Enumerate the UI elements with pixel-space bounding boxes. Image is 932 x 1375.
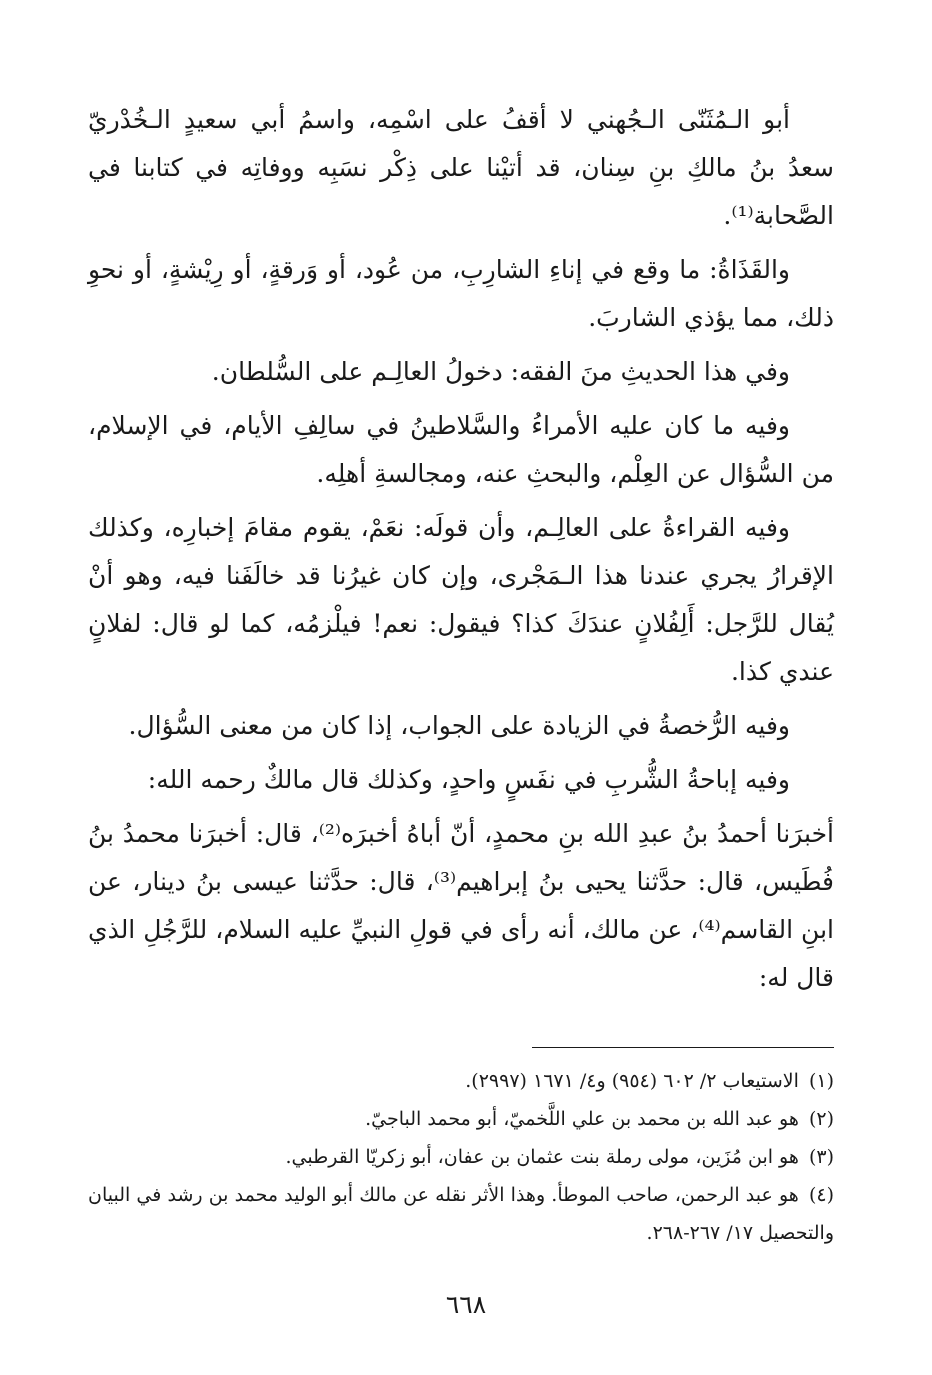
- paragraph: أخبرَنا أحمدُ بنُ عبدِ الله بنِ محمدٍ، أنّ أباهُ أخبرَه⁽²⁾، قال: أخبرَنا محمدُ بنُ فُطَيس، قال: حدَّثنا يحيى بنُ إبراهيم⁽³⁾، قال: حدَّثنا عيسى بنُ دينار، عن ابنِ القاسم⁽⁴⁾، عن مالك، أنه رأى في قولِ النبيِّ عليه السلام، للرَّجُلِ الذي قال له:: [88, 819, 834, 992]
- footnotes: [88, 1062, 834, 1252]
- footnote-divider: [532, 1047, 834, 1048]
- footnote-number: (١): [808, 1070, 834, 1092]
- paragraph: وفيه إباحةُ الشُّربِ في نفَسٍ واحدٍ، وكذلك قال مالكٌ رحمه الله:: [147, 765, 790, 794]
- footnote-text: هو ابن مُزَين، مولى رملة بنت عثمان بن عفان، أبو زكريّا القرطبي.: [285, 1146, 799, 1168]
- footnote: [88, 1176, 834, 1252]
- paragraph: وفي هذا الحديثِ منَ الفقه: دخولُ العالِـم على السُّلطان.: [211, 357, 790, 386]
- paragraph: وفيه الرُّخصةُ في الزيادة على الجواب، إذا كان من معنى السُّؤال.: [128, 711, 790, 740]
- footnote-text: الاستيعاب ٢/ ٦٠٢ (٩٥٤) و٤/ ١٦٧١ (٢٩٩٧).: [465, 1070, 799, 1092]
- page-number: ٦٦٨: [445, 1290, 487, 1319]
- paragraph: أبو الـمُثَنّى الـجُهني لا أقفُ على اسْمِه، واسمُ أبي سعيدٍ الـخُدْريّ سعدُ بنُ مالكِ بنِ سِنان، قد أتيْنا على ذِكْر نسَبِه ووفاتِه في كتابنا في الصَّحابة⁽¹⁾.: [88, 105, 834, 230]
- paragraph: وفيه ما كان عليه الأمراءُ والسَّلاطينُ في سالِفِ الأيام، في الإسلام، من السُّؤال عن العِلْم، والبحثِ عنه، ومجالسةِ أهلِه.: [88, 411, 834, 488]
- footnote: [88, 1100, 834, 1138]
- paragraph: والقَذَاةُ: ما وقع في إناءِ الشارِبِ، من عُود، أو وَرقةٍ، أو رِيْشةٍ، أو نحوِ ذلك، مما يؤذي الشاربَ.: [88, 255, 834, 332]
- footnote-text: هو عبد الرحمن، صاحب الموطأ. وهذا الأثر نقله عن مالك أبو الوليد محمد بن رشد في البيان والتحصيل ١٧/ ٢٦٧-٢٦٨.: [88, 1184, 834, 1244]
- footnote-number: (٣): [808, 1146, 834, 1168]
- footnote-number: (٢): [808, 1108, 834, 1130]
- footnote: [88, 1138, 834, 1176]
- footnote: [88, 1062, 834, 1100]
- main-text: [88, 96, 834, 1008]
- footnote-number: (٤): [808, 1184, 834, 1206]
- paragraph: وفيه القراءةُ على العالِـم، وأن قولَه: نعَمْ، يقوم مقامَ إخبارِه، وكذلك الإقرارُ يجري عندنا هذا الـمَجْرى، وإن كان غيرُنا قد خالَفَنا فيه، وهو أنْ يُقال للرَّجل: أَلِفُلانٍ عندَكَ كذا؟ فيقول: نعم! فيلْزمُه، كما لو قال: لفلانٍ عندي كذا.: [88, 513, 834, 686]
- footnote-text: هو عبد الله بن محمد بن علي اللَّخميّ، أبو محمد الباجيّ.: [365, 1108, 799, 1130]
